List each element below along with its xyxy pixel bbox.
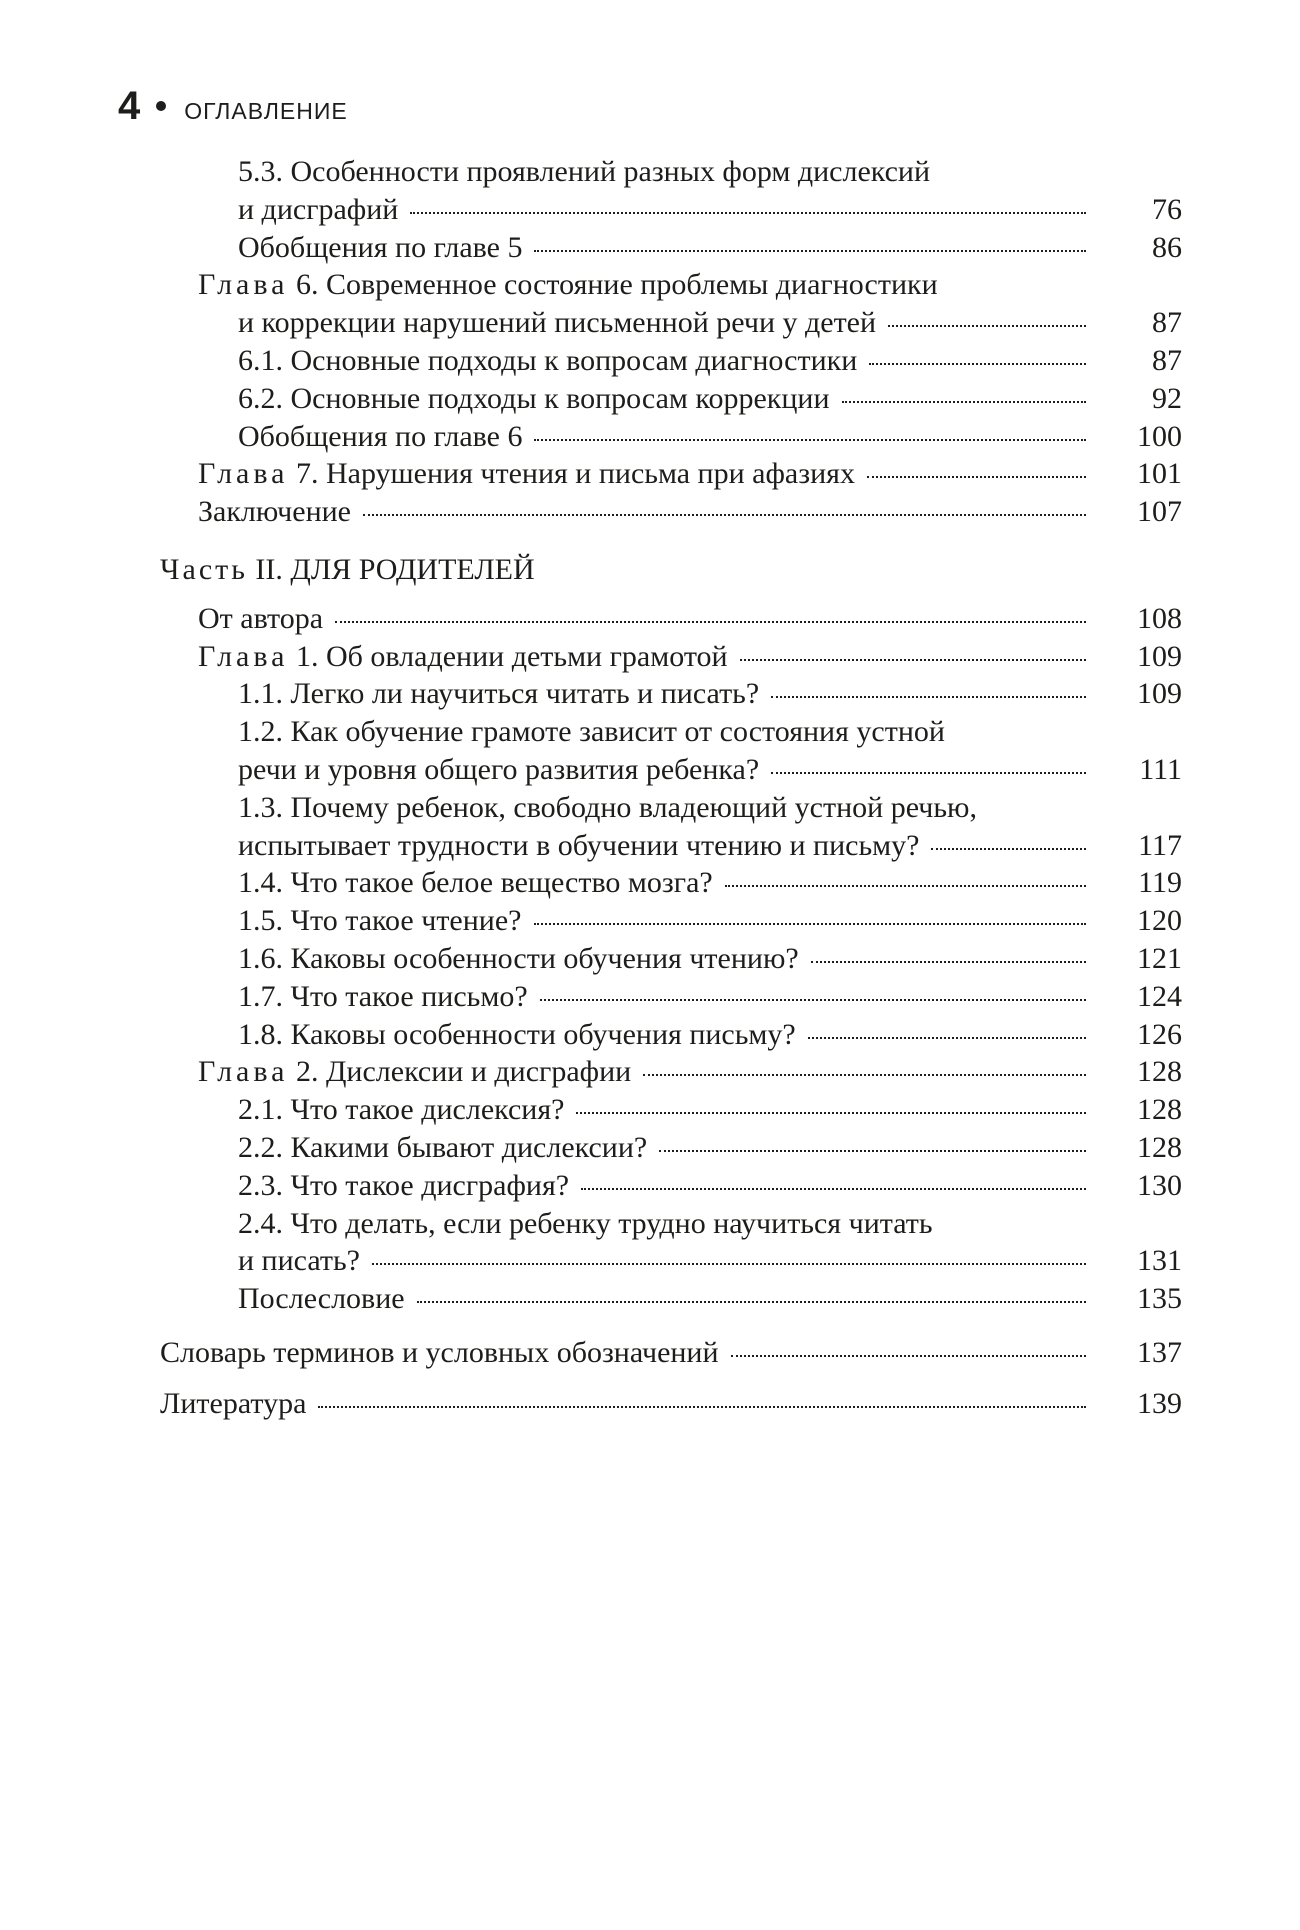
- dot-leader: [335, 621, 1086, 623]
- toc-entry-title: Словарь терминов и условных обозначений: [160, 1335, 719, 1369]
- toc-entry-title: и писать?: [238, 1244, 360, 1278]
- toc-entry-chapter-6[interactable]: [160, 266, 1182, 342]
- part-title: II. ДЛЯ РОДИТЕЛЕЙ: [255, 552, 535, 586]
- toc-entry-glossary[interactable]: [160, 1334, 1182, 1372]
- running-title: ОГЛАВЛЕНИЕ: [184, 98, 348, 124]
- toc-page-number: 92: [1152, 381, 1182, 415]
- dot-leader: [581, 1188, 1086, 1190]
- toc-entry-2-2[interactable]: [160, 1129, 1182, 1167]
- toc-entry-title: речи и уровня общего развития ребенка?: [238, 752, 760, 786]
- toc-page-number: 111: [1139, 752, 1182, 786]
- toc-entry-title-line1: 5.3. Особенности проявлений разных форм дислексий: [238, 155, 931, 188]
- toc-page-number: 87: [1152, 306, 1182, 340]
- chapter-label: Глава: [198, 639, 289, 673]
- dot-leader: [410, 212, 1086, 214]
- toc-entry-1-2[interactable]: [160, 713, 1182, 789]
- toc-entry-conclusion[interactable]: [160, 493, 1182, 531]
- toc-entry-title: 2.2. Какими бывают дислексии?: [238, 1130, 648, 1164]
- toc-entry-title: 1.8. Каковы особенности обучения письму?: [238, 1017, 796, 1051]
- toc-page-number: 109: [1137, 639, 1182, 673]
- dot-leader: [659, 1150, 1086, 1152]
- toc-page-number: 86: [1152, 230, 1182, 264]
- toc-entry-title: 1.1. Легко ли научиться читать и писать?: [238, 677, 760, 711]
- toc-page-number: 139: [1137, 1386, 1182, 1420]
- toc-page-number: 121: [1137, 941, 1182, 975]
- toc-page-number: 126: [1137, 1017, 1182, 1051]
- chapter-label: Глава: [198, 1055, 289, 1089]
- toc-entry-title: испытывает трудности в обучении чтению и письму?: [238, 828, 920, 862]
- toc-entry-title-line1: 1.2. Как обучение грамоте зависит от состояния устной: [238, 715, 945, 749]
- dot-leader: [842, 401, 1086, 403]
- toc-entry-p2-chapter-1[interactable]: [160, 638, 1182, 676]
- toc-entry-title: Послесловие: [238, 1282, 405, 1316]
- toc-page-number: 120: [1137, 904, 1182, 938]
- toc-entry-title: 1.7. Что такое письмо?: [238, 979, 528, 1013]
- toc-entry-title: 6.1. Основные подходы к вопросам диагностики: [238, 343, 858, 377]
- toc-entry-title: и коррекции нарушений письменной речи у детей: [238, 306, 877, 340]
- toc-page-number: 76: [1152, 192, 1182, 226]
- toc-entry-title: 7. Нарушения чтения и письма при афазиях: [295, 457, 855, 491]
- part-label: Часть: [160, 552, 248, 586]
- toc-page-number: 117: [1138, 828, 1182, 862]
- dot-leader: [372, 1263, 1086, 1265]
- toc-entry-1-5[interactable]: [160, 902, 1182, 940]
- toc-entry-p2-chapter-2[interactable]: [160, 1053, 1182, 1091]
- toc-page-number: 100: [1137, 419, 1182, 453]
- toc-page-number: 135: [1137, 1282, 1182, 1316]
- dot-leader: [534, 923, 1087, 925]
- dot-leader: [888, 325, 1086, 327]
- toc-entry-title: 1. Об овладении детьми грамотой: [295, 639, 728, 673]
- toc-entry-title-line1: 2.4. Что делать, если ребенку трудно научиться читать: [238, 1206, 933, 1240]
- toc-entry-6-1[interactable]: [160, 342, 1182, 380]
- dot-leader: [363, 514, 1086, 516]
- toc-page-number: 87: [1152, 343, 1182, 377]
- toc-page-number: 128: [1137, 1093, 1182, 1127]
- toc-page-number: 128: [1137, 1130, 1182, 1164]
- toc-page-number: 130: [1137, 1168, 1182, 1202]
- toc-entry-title: Обобщения по главе 5: [238, 230, 523, 264]
- toc-entry-summary-ch6[interactable]: [160, 418, 1182, 456]
- page-number: 4: [118, 84, 141, 128]
- toc-entry-1-8[interactable]: [160, 1016, 1182, 1054]
- toc-page-number: 131: [1137, 1244, 1182, 1278]
- toc-page-number: 101: [1137, 457, 1182, 491]
- toc-entry-title: Заключение: [198, 495, 351, 529]
- toc-entry-2-4[interactable]: [160, 1205, 1182, 1281]
- bullet-separator-icon: [156, 101, 166, 111]
- toc-entry-title: 1.5. Что такое чтение?: [238, 904, 522, 938]
- dot-leader: [731, 1355, 1086, 1357]
- toc-entry-2-3[interactable]: [160, 1167, 1182, 1205]
- toc-entry-from-author[interactable]: [160, 600, 1182, 638]
- toc-entry-title: 1.6. Каковы особенности обучения чтению?: [238, 941, 799, 975]
- toc-page-number: 109: [1137, 677, 1182, 711]
- toc-entry-title: Обобщения по главе 6: [238, 419, 523, 453]
- toc-page-number: 107: [1137, 495, 1182, 529]
- chapter-label: Глава: [198, 268, 289, 302]
- toc-entry-title-line1: 6. Современное состояние проблемы диагностики: [295, 268, 938, 302]
- toc-entry-title: Литература: [160, 1386, 307, 1420]
- dot-leader: [771, 772, 1086, 774]
- toc-entry-title: 2.3. Что такое дисграфия?: [238, 1168, 570, 1202]
- toc-entry-1-6[interactable]: [160, 940, 1182, 978]
- toc-entry-5-3[interactable]: [160, 153, 1182, 229]
- toc-entry-1-3[interactable]: [160, 789, 1182, 865]
- toc-entry-literature[interactable]: [160, 1385, 1182, 1423]
- toc-entry-title: 2.1. Что такое дислексия?: [238, 1093, 565, 1127]
- dot-leader: [417, 1301, 1086, 1303]
- dot-leader: [534, 439, 1086, 441]
- toc-entry-chapter-7[interactable]: [160, 455, 1182, 493]
- dot-leader: [318, 1406, 1086, 1408]
- dot-leader: [643, 1074, 1086, 1076]
- toc-entry-title-line1: 1.3. Почему ребенок, свободно владеющий устной речью,: [238, 790, 977, 824]
- dot-leader: [931, 848, 1086, 850]
- toc-entry-title: От автора: [198, 601, 324, 635]
- running-header: [118, 84, 348, 129]
- dot-leader: [771, 696, 1086, 698]
- dot-leader: [540, 999, 1086, 1001]
- toc-entry-title: 2. Дислексии и дисграфии: [295, 1055, 632, 1089]
- toc-entry-title: и дисграфий: [238, 192, 399, 226]
- dot-leader: [808, 1037, 1086, 1039]
- dot-leader: [867, 476, 1086, 478]
- toc-page-number: 108: [1137, 601, 1182, 635]
- dot-leader: [740, 659, 1086, 661]
- toc-entry-2-1[interactable]: [160, 1091, 1182, 1129]
- dot-leader: [869, 363, 1086, 365]
- chapter-label: Глава: [198, 457, 289, 491]
- toc-page-number: 128: [1137, 1055, 1182, 1089]
- dot-leader: [534, 250, 1086, 252]
- toc-entry-afterword[interactable]: [160, 1280, 1182, 1318]
- toc-entry-6-2[interactable]: [160, 380, 1182, 418]
- toc-entry-1-4[interactable]: [160, 864, 1182, 902]
- dot-leader: [576, 1112, 1086, 1114]
- toc-entry-summary-ch5[interactable]: [160, 229, 1182, 267]
- dot-leader: [725, 885, 1086, 887]
- toc-entry-1-1[interactable]: [160, 675, 1182, 713]
- dot-leader: [811, 961, 1086, 963]
- toc-page-number: 119: [1138, 866, 1182, 900]
- toc-entry-title: 6.2. Основные подходы к вопросам коррекции: [238, 381, 830, 415]
- toc-page-number: 137: [1137, 1335, 1182, 1369]
- toc-entry-1-7[interactable]: [160, 978, 1182, 1016]
- part-heading[interactable]: [160, 551, 1182, 589]
- toc-entry-title: 1.4. Что такое белое вещество мозга?: [238, 866, 713, 900]
- table-of-contents: [160, 153, 1182, 1423]
- toc-page-number: 124: [1137, 979, 1182, 1013]
